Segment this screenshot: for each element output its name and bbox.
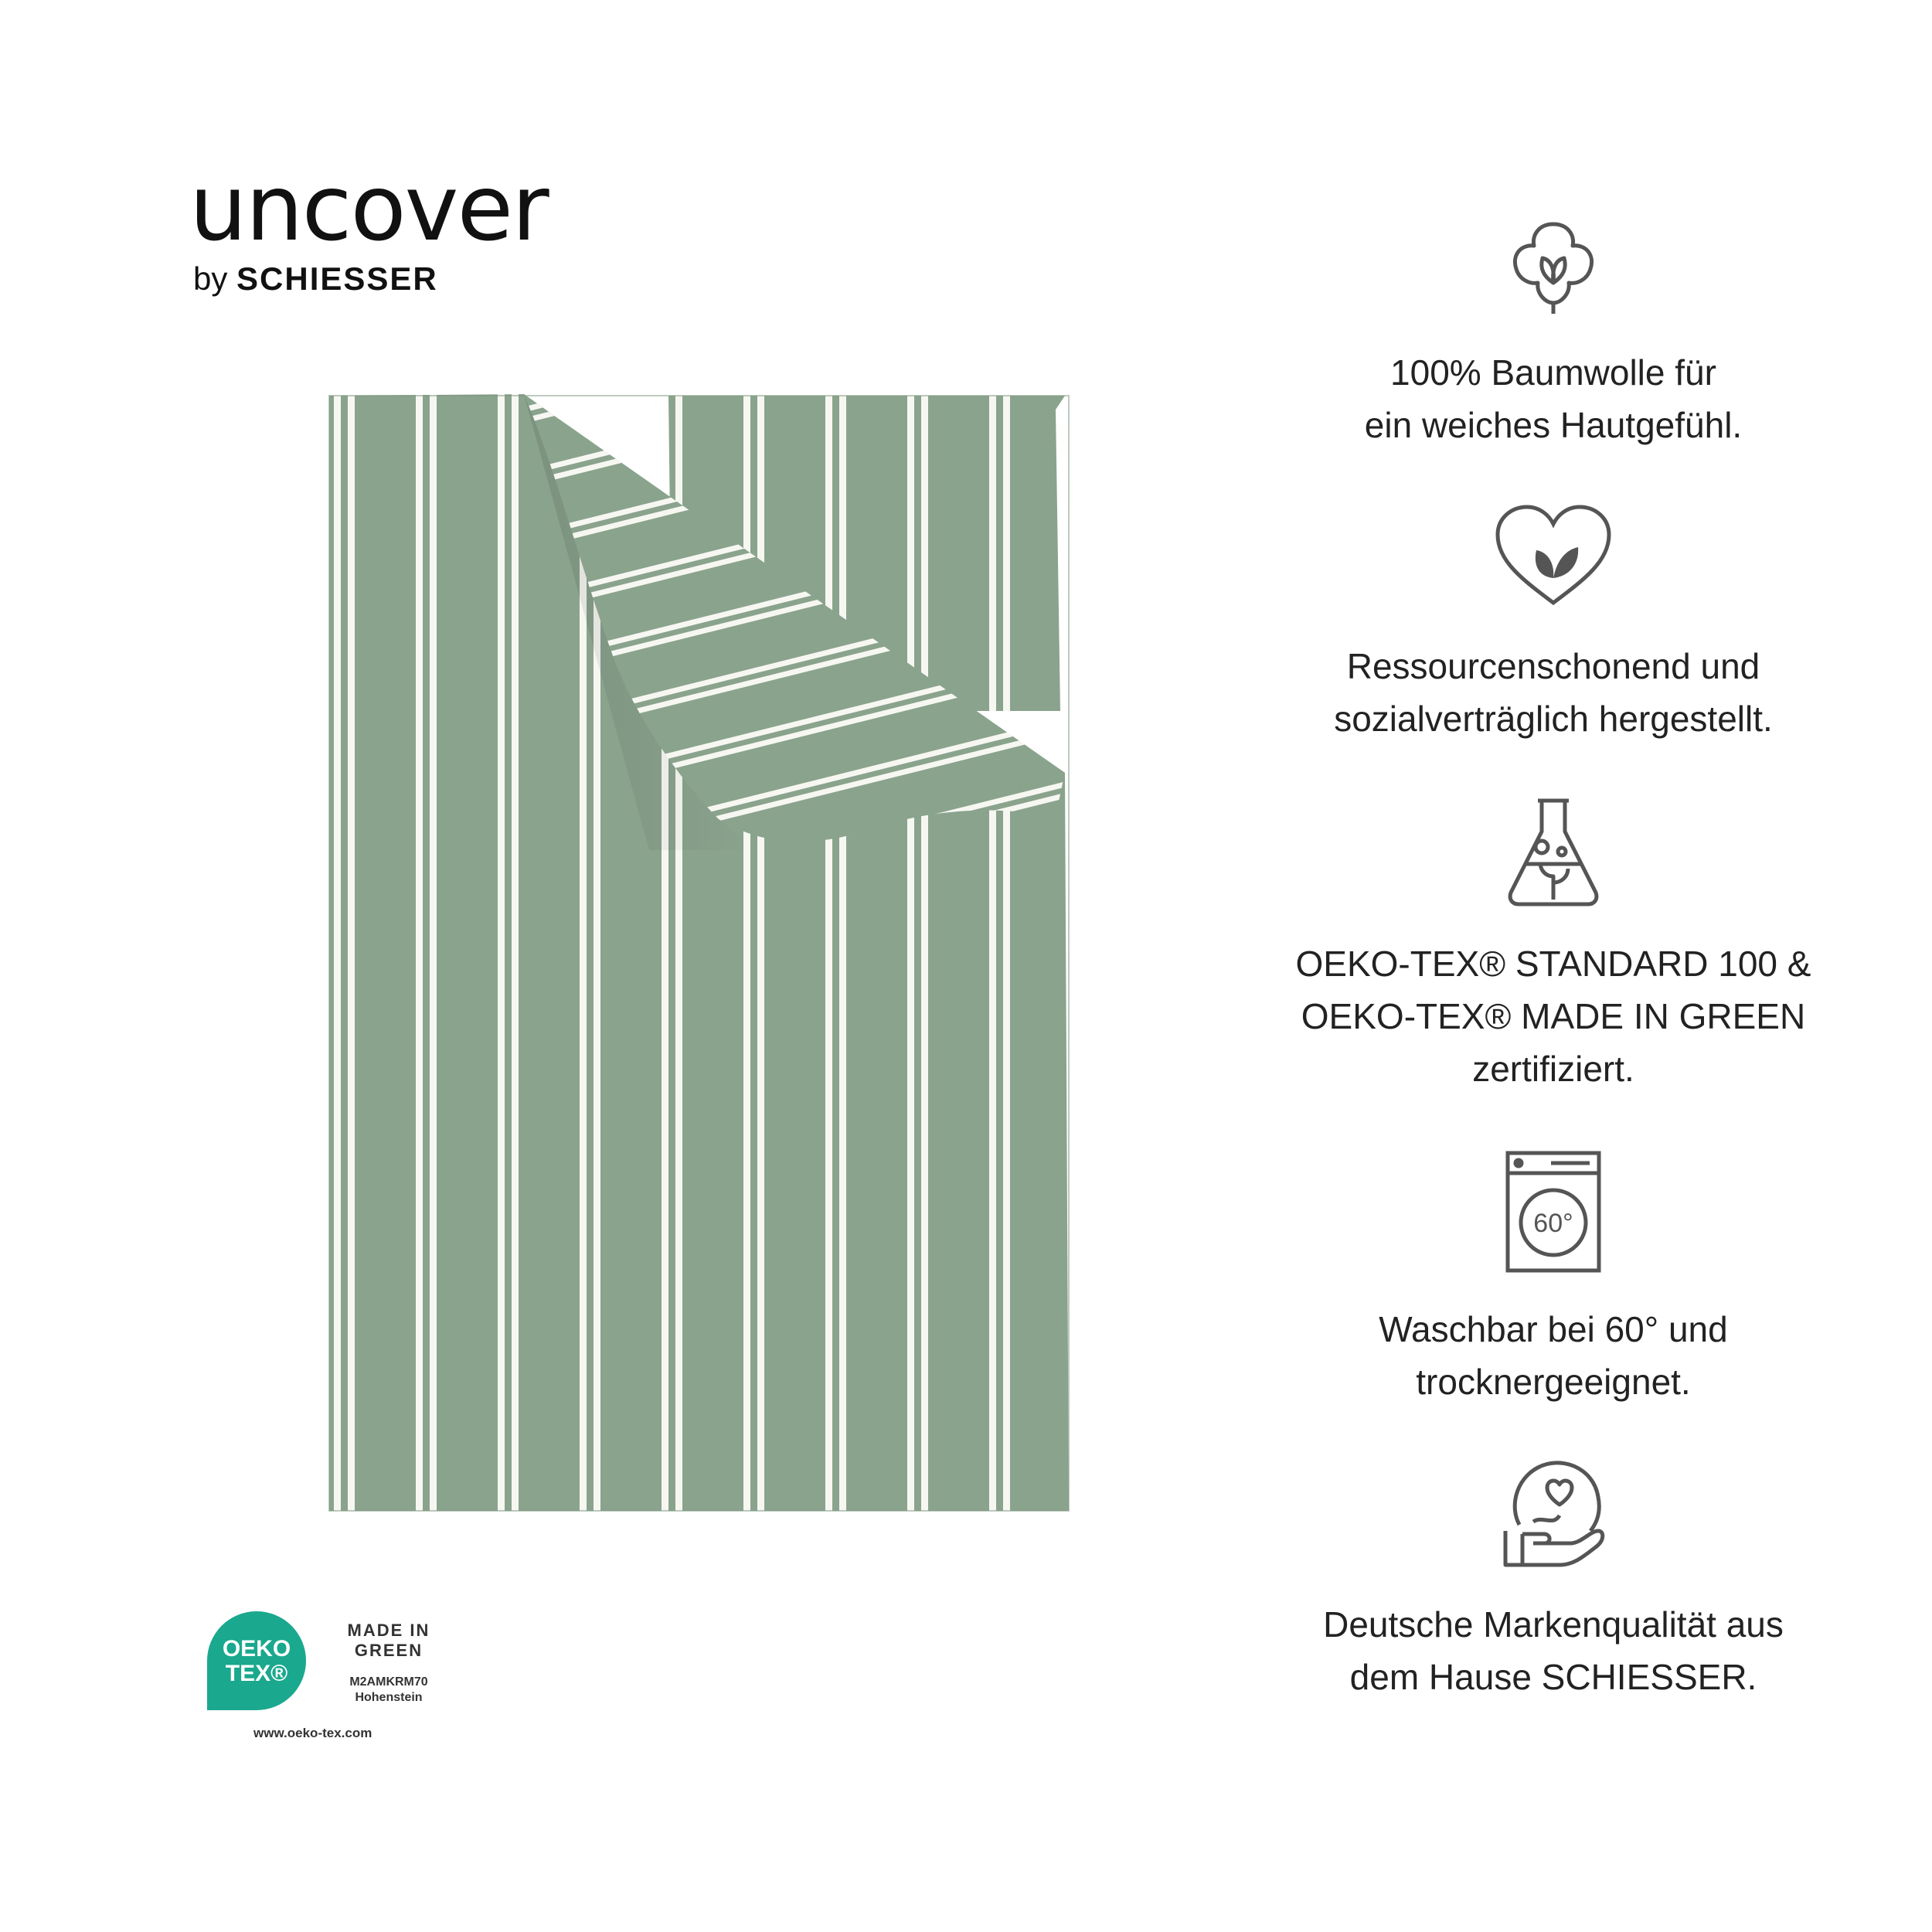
badge-code: M2AMKRM70 bbox=[349, 1675, 428, 1689]
washing-machine-icon bbox=[1505, 1150, 1602, 1274]
feature-washable bbox=[1260, 1150, 1847, 1408]
feature-cotton bbox=[1260, 209, 1847, 451]
badge-url: www.oeko-tex.com bbox=[253, 1726, 372, 1740]
wash-temp-label: 60° bbox=[1533, 1209, 1573, 1238]
brand-wordmark: uncover bbox=[189, 155, 548, 261]
brand-company: SCHIESSER bbox=[236, 260, 438, 297]
hand-globe-heart-icon bbox=[1499, 1457, 1607, 1569]
oekotex-logo-line1: OEKO bbox=[222, 1636, 291, 1662]
oekotex-logo bbox=[207, 1611, 306, 1710]
feature-certified bbox=[1260, 796, 1847, 1095]
heart-leaves-icon bbox=[1492, 502, 1615, 611]
cotton-flower-icon bbox=[1499, 209, 1607, 317]
brand-by: by bbox=[193, 260, 228, 297]
feature-quality bbox=[1260, 1457, 1847, 1703]
badge-title: MADE IN GREEN bbox=[347, 1621, 430, 1660]
badge-institute: Hohenstein bbox=[355, 1691, 423, 1704]
oekotex-badge bbox=[207, 1611, 485, 1750]
feature-text: Deutsche Markenqualität aus dem Hause SCHIESSER. bbox=[1323, 1604, 1784, 1697]
feature-text: OEKO-TEX® STANDARD 100 & OEKO-TEX® MADE IN GREEN zertifiziert. bbox=[1295, 944, 1811, 1089]
feature-sustainable bbox=[1260, 502, 1847, 745]
duvet-pillow-image bbox=[325, 386, 1082, 1522]
oekotex-logo-line2: TEX® bbox=[225, 1661, 288, 1686]
feature-text: Waschbar bei 60° und trocknergeeignet. bbox=[1379, 1309, 1728, 1402]
feature-text: 100% Baumwolle für ein weiches Hautgefühl. bbox=[1364, 352, 1743, 445]
feature-text: Ressourcenschonend und sozialverträglich hergestellt. bbox=[1334, 646, 1773, 739]
lab-flask-plant-icon bbox=[1503, 796, 1604, 908]
brand-byline bbox=[193, 260, 438, 297]
